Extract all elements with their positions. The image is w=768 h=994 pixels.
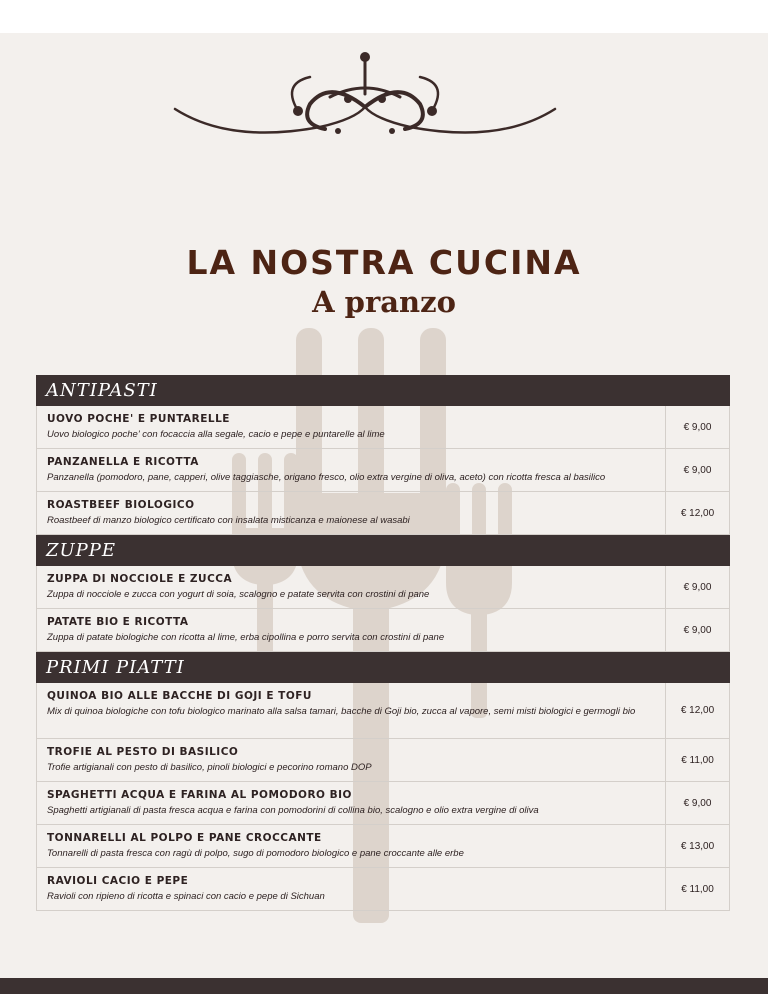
item-description: Uovo biologico poche' con focaccia alla segale, cacio e pepe e puntarelle al lime (47, 429, 385, 440)
item-price: € 9,00 (683, 581, 712, 593)
item-name: SPAGHETTI ACQUA E FARINA AL POMODORO BIO (47, 789, 352, 801)
menu-item (36, 825, 730, 868)
item-price: € 9,00 (683, 797, 712, 809)
item-description: Zuppa di nocciole e zucca con yogurt di soia, scalogno e patate servita con crostini di pane (47, 589, 430, 600)
item-description: Spaghetti artigianali di pasta fresca acqua e farina con pomodorini di collina bio, scalogno e olio extra vergine di oliva (47, 805, 539, 816)
menu-item (36, 406, 730, 449)
item-name: PATATE BIO E RICOTTA (47, 616, 189, 628)
menu-item (36, 868, 730, 911)
item-price: € 12,00 (680, 507, 715, 519)
item-description: Roastbeef di manzo biologico certificato con insalata misticanza e maionese al wasabi (47, 515, 410, 526)
item-description: Mix di quinoa biologiche con tofu biologico marinato alla salsa tamari, bacche di Goji bio, zucca al vapore, semi misti biologici e germogli bio (47, 706, 636, 717)
item-price: € 11,00 (681, 883, 714, 895)
item-name: PANZANELLA E RICOTTA (47, 456, 199, 468)
item-name: TONNARELLI AL POLPO E PANE CROCCANTE (47, 832, 322, 844)
menu-item (36, 609, 730, 652)
item-name: ROASTBEEF BIOLOGICO (47, 499, 195, 511)
section-title: PRIMI PIATTI (36, 652, 730, 683)
section-antipasti (36, 375, 730, 535)
menu-page (0, 33, 768, 994)
item-name: UOVO POCHE' E PUNTARELLE (47, 413, 230, 425)
section-title: ANTIPASTI (36, 375, 730, 406)
menu-item (36, 566, 730, 609)
menu-item (36, 492, 730, 535)
item-name: RAVIOLI CACIO E PEPE (47, 875, 189, 887)
page-subtitle: A pranzo (312, 285, 456, 319)
item-name: ZUPPA DI NOCCIOLE E ZUCCA (47, 573, 233, 585)
ornament-flourish-icon (170, 49, 560, 159)
menu-item (36, 782, 730, 825)
item-name: TROFIE AL PESTO DI BASILICO (47, 746, 239, 758)
section-primi-piatti (36, 652, 730, 911)
menu-item (36, 683, 730, 739)
item-description: Ravioli con ripieno di ricotta e spinaci con cacio e pepe di Sichuan (47, 891, 325, 902)
item-name: QUINOA BIO ALLE BACCHE DI GOJI E TOFU (47, 690, 312, 702)
section-zuppe (36, 535, 730, 652)
item-price: € 9,00 (683, 624, 712, 636)
menu-list (36, 375, 730, 911)
footer-bar (0, 978, 768, 994)
item-price: € 9,00 (683, 421, 712, 433)
item-price: € 11,00 (681, 754, 714, 766)
section-title: ZUPPE (36, 535, 730, 566)
item-description: Trofie artigianali con pesto di basilico, pinoli biologici e pecorino romano DOP (47, 762, 372, 773)
page-title: LA NOSTRA CUCINA (186, 243, 582, 282)
item-price: € 13,00 (680, 840, 715, 852)
menu-item (36, 739, 730, 782)
item-description: Panzanella (pomodoro, pane, capperi, olive taggiasche, origano fresco, olio extra vergine di oliva, aceto) con ricotta fresca al basilico (47, 472, 606, 483)
item-description: Tonnarelli di pasta fresca con ragù di polpo, sugo di pomodoro biologico e pane croccante alle erbe (47, 848, 464, 859)
item-price: € 12,00 (680, 705, 715, 716)
item-price: € 9,00 (683, 464, 712, 476)
item-description: Zuppa di patate biologiche con ricotta al lime, erba cipollina e porro servita con crostini di pane (47, 632, 445, 643)
menu-item (36, 449, 730, 492)
